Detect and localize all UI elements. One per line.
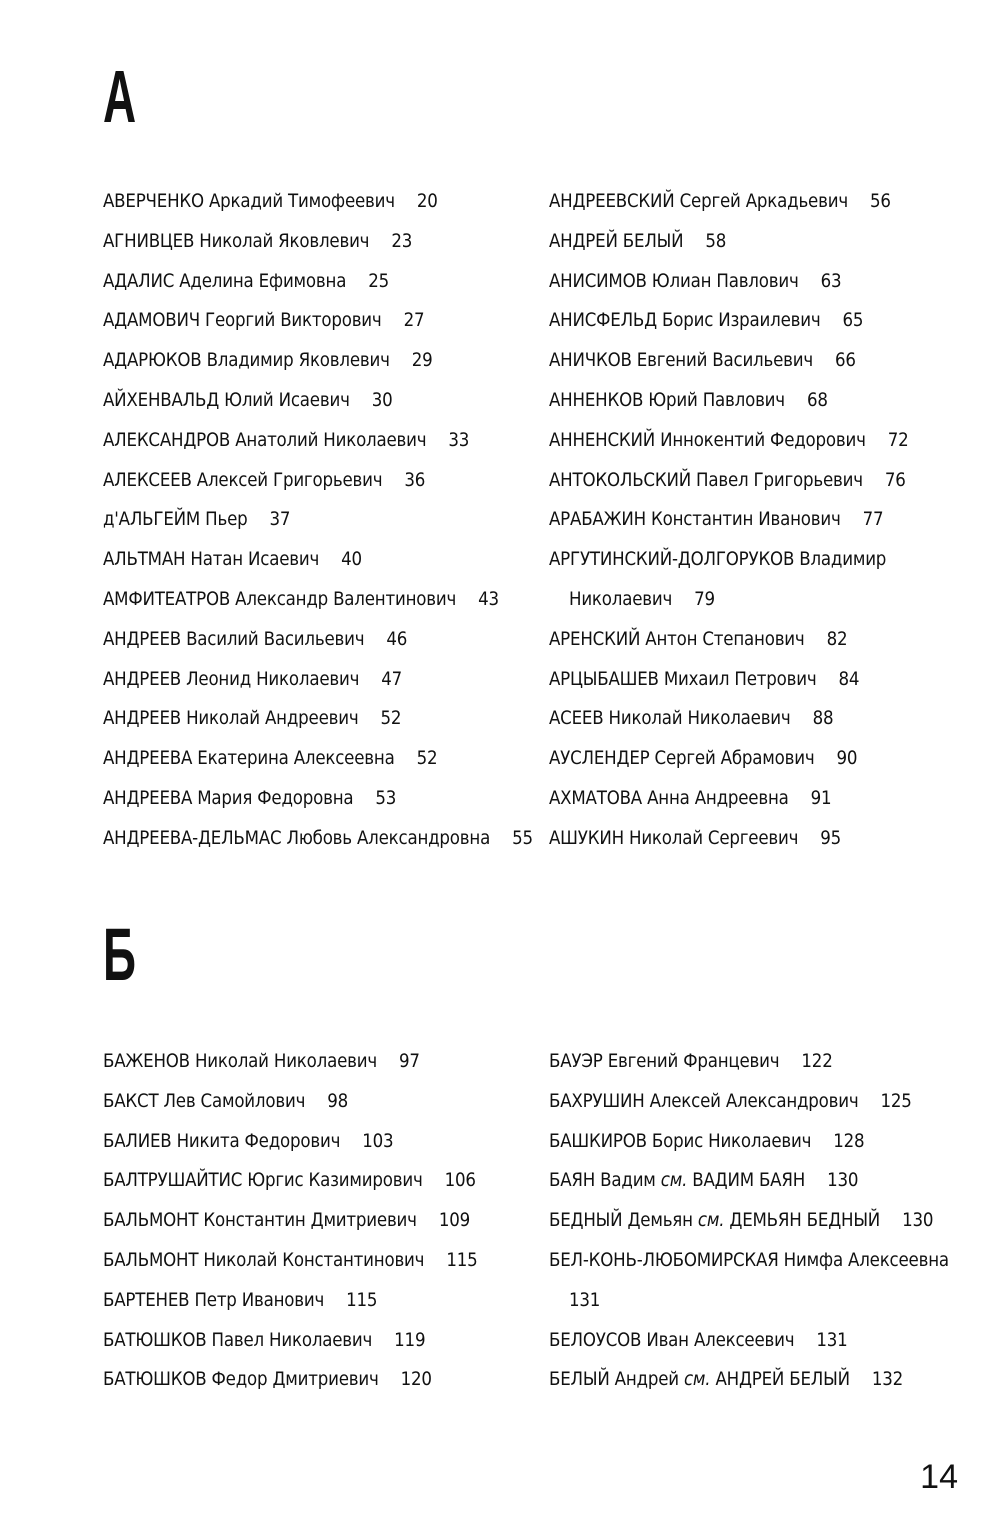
index-entry xyxy=(103,341,533,381)
index-entry xyxy=(549,381,979,421)
entry-page-number: 40 xyxy=(341,549,362,571)
entry-page-number: 47 xyxy=(381,668,403,690)
entry-page-number: 53 xyxy=(375,787,397,809)
entry-page-number: 109 xyxy=(438,1210,470,1232)
index-entry xyxy=(549,819,979,859)
entry-page-number: 88 xyxy=(812,708,834,730)
index-entry xyxy=(103,819,533,859)
entry-page-number: 97 xyxy=(398,1051,420,1072)
entry-page-number: 115 xyxy=(346,1289,378,1311)
entry-name: БАЛЬМОНТ Николай Константинович xyxy=(103,1249,425,1271)
entry-page-number: 106 xyxy=(444,1170,476,1192)
see-target: ДЕМЬЯН БЕДНЫЙ xyxy=(729,1210,881,1232)
entry-page-number: 30 xyxy=(371,389,393,411)
entry-name: БАЛЬМОНТ Константин Дмитриевич xyxy=(103,1210,417,1232)
index-entry xyxy=(549,699,979,739)
index-entry xyxy=(549,262,979,302)
index-entry xyxy=(103,660,533,700)
index-entry xyxy=(103,620,533,660)
entry-page-number: 130 xyxy=(902,1210,934,1232)
entry-page-number: 52 xyxy=(416,748,438,770)
entry-name: АШУКИН Николай Сергеевич xyxy=(549,827,799,849)
index-entry xyxy=(103,1161,533,1201)
entry-page-number: 20 xyxy=(416,191,438,212)
index-column-b-left xyxy=(103,1042,533,1400)
entry-page-number: 58 xyxy=(705,230,727,252)
entry-name: АНДРЕЕВА Екатерина Алексеевна xyxy=(103,748,395,770)
index-entry xyxy=(103,1082,533,1122)
entry-name: АСЕЕВ Николай Николаевич xyxy=(549,708,791,730)
entry-page-number: 84 xyxy=(838,668,860,690)
entry-name: БЕЛОУСОВ Иван Алексеевич xyxy=(549,1329,795,1351)
index-entry xyxy=(103,262,533,302)
index-entry xyxy=(549,779,979,819)
entry-name: АНДРЕЕВА Мария Федоровна xyxy=(103,787,354,809)
index-entry xyxy=(103,1360,533,1400)
index-entry xyxy=(103,301,533,341)
entry-name: д'АЛЬГЕЙМ Пьер xyxy=(103,509,248,531)
entry-page-number: 125 xyxy=(880,1090,912,1112)
entry-page-number: 63 xyxy=(820,270,842,292)
entry-page-number: 27 xyxy=(403,310,425,332)
index-entry xyxy=(103,1241,533,1281)
entry-name: АДАЛИС Аделина Ефимовна xyxy=(103,270,347,292)
entry-name: БАРТЕНЕВ Петр Иванович xyxy=(103,1289,325,1311)
index-entry xyxy=(103,1321,533,1361)
index-entry xyxy=(103,461,533,501)
entry-name: АЛЬТМАН Натан Исаевич xyxy=(103,549,320,571)
entry-name: АВЕРЧЕНКО Аркадий Тимофеевич xyxy=(103,191,395,212)
index-entry xyxy=(103,779,533,819)
entry-name: АНДРЕЕВ Леонид Николаевич xyxy=(103,668,360,690)
entry-name: АДАМОВИЧ Георгий Викторович xyxy=(103,310,382,332)
index-entry xyxy=(103,222,533,262)
entry-page-number: 82 xyxy=(826,628,848,650)
see-target: ВАДИМ БАЯН xyxy=(692,1170,806,1192)
entry-page-number: 72 xyxy=(887,429,909,451)
entry-page-number: 115 xyxy=(446,1249,478,1271)
index-entry xyxy=(103,699,533,739)
entry-name: АРГУТИНСКИЙ-ДОЛГОРУКОВ Владимир xyxy=(549,549,887,571)
index-entry xyxy=(549,461,979,501)
index-entry xyxy=(549,620,979,660)
see-reference: см. xyxy=(660,1170,688,1192)
index-entry xyxy=(549,540,979,580)
entry-page-number: 130 xyxy=(827,1170,859,1192)
index-entry xyxy=(549,182,979,222)
see-reference: см. xyxy=(697,1210,725,1232)
index-entry xyxy=(549,1360,979,1400)
section-letter-a: А xyxy=(103,55,137,138)
index-entry xyxy=(103,1201,533,1241)
entry-page-number: 77 xyxy=(862,509,884,531)
index-column-a-left xyxy=(103,182,533,859)
index-entry xyxy=(549,1161,979,1201)
entry-page-number: 128 xyxy=(833,1130,865,1152)
see-target: АНДРЕЙ БЕЛЫЙ xyxy=(715,1369,850,1391)
entry-name: АНИСФЕЛЬД Борис Израилевич xyxy=(549,310,821,332)
entry-name: БАШКИРОВ Борис Николаевич xyxy=(549,1130,812,1152)
entry-name: БАУЭР Евгений Францевич xyxy=(549,1051,780,1072)
entry-name: БАХРУШИН Алексей Александрович xyxy=(549,1090,859,1112)
entry-page-number: 23 xyxy=(391,230,413,252)
entry-name: АНТОКОЛЬСКИЙ Павел Григорьевич xyxy=(549,469,863,491)
entry-name: АНДРЕЕВСКИЙ Сергей Аркадьевич xyxy=(549,191,848,212)
entry-name: БЕЛЫЙ Андрей xyxy=(549,1369,679,1391)
index-entry xyxy=(549,739,979,779)
entry-page-number: 91 xyxy=(810,787,832,809)
entry-page-number: 119 xyxy=(394,1329,426,1351)
index-entry xyxy=(103,500,533,540)
entry-name: БАЯН Вадим xyxy=(549,1170,656,1192)
entry-name: БАТЮШКОВ Федор Дмитриевич xyxy=(103,1369,379,1391)
entry-page-number: 55 xyxy=(512,827,533,849)
entry-name: БАТЮШКОВ Павел Николаевич xyxy=(103,1329,373,1351)
index-entry xyxy=(103,580,533,620)
index-column-b-right xyxy=(549,1042,979,1400)
entry-name-continued: Николаевич xyxy=(569,588,673,610)
entry-page-number: 52 xyxy=(380,708,402,730)
index-entry-continuation xyxy=(549,1281,979,1321)
entry-page-number: 103 xyxy=(362,1130,394,1152)
entry-page-number: 25 xyxy=(368,270,389,292)
entry-name: АГНИВЦЕВ Николай Яковлевич xyxy=(103,230,370,252)
entry-page-number: 56 xyxy=(869,191,891,212)
entry-name: АННЕНСКИЙ Иннокентий Федорович xyxy=(549,429,866,451)
entry-name: БАЛТРУШАЙТИС Юргис Казимирович xyxy=(103,1170,423,1192)
entry-page-number: 98 xyxy=(327,1090,348,1112)
index-entry xyxy=(549,1201,979,1241)
entry-page-number: 90 xyxy=(836,748,858,770)
index-entry xyxy=(549,1321,979,1361)
entry-page-number: 76 xyxy=(884,469,906,491)
index-entry xyxy=(549,1082,979,1122)
entry-page-number: 120 xyxy=(400,1369,432,1391)
entry-name: АННЕНКОВ Юрий Павлович xyxy=(549,389,785,411)
entry-page-number: 131 xyxy=(816,1329,848,1351)
entry-name: АЛЕКСЕЕВ Алексей Григорьевич xyxy=(103,469,383,491)
entry-name: АНДРЕЙ БЕЛЫЙ xyxy=(549,230,684,252)
index-entry xyxy=(549,341,979,381)
entry-name: АРЕНСКИЙ Антон Степанович xyxy=(549,628,805,650)
entry-page-number: 37 xyxy=(269,509,291,531)
entry-name: АМФИТЕАТРОВ Александр Валентинович xyxy=(103,588,457,610)
entry-name: БАКСТ Лев Самойлович xyxy=(103,1090,306,1112)
index-entry xyxy=(103,182,533,222)
entry-page-number: 132 xyxy=(871,1369,904,1391)
index-entry xyxy=(549,660,979,700)
entry-name: БЕЛ-КОНЬ-ЛЮБОМИРСКАЯ Нимфа Алексеевна xyxy=(549,1249,949,1271)
entry-page-number: 68 xyxy=(806,389,828,411)
entry-page-number: 43 xyxy=(478,588,499,610)
entry-name: АРАБАЖИН Константин Иванович xyxy=(549,509,841,531)
entry-page-number: 79 xyxy=(694,588,715,610)
page-number: 14 xyxy=(920,1458,958,1496)
entry-name: БАЖЕНОВ Николай Николаевич xyxy=(103,1051,377,1072)
index-entry xyxy=(549,1122,979,1162)
entry-name: АЙХЕНВАЛЬД Юлий Исаевич xyxy=(103,389,350,411)
entry-name: АНДРЕЕВ Николай Андреевич xyxy=(103,708,359,730)
entry-name: АРЦЫБАШЕВ Михаил Петрович xyxy=(549,668,817,690)
index-entry xyxy=(549,222,979,262)
index-entry xyxy=(549,1042,979,1082)
entry-name: АНИЧКОВ Евгений Васильевич xyxy=(549,350,814,372)
index-entry xyxy=(549,421,979,461)
index-entry xyxy=(103,1042,533,1082)
index-entry-continuation xyxy=(549,580,979,620)
index-entry xyxy=(549,301,979,341)
index-entry xyxy=(103,1281,533,1321)
section-letter-b: Б xyxy=(103,913,136,996)
entry-name: АНДРЕЕВ Василий Васильевич xyxy=(103,628,365,650)
entry-name: АХМАТОВА Анна Андреевна xyxy=(549,787,789,809)
entry-name: БАЛИЕВ Никита Федорович xyxy=(103,1130,341,1152)
index-entry xyxy=(103,421,533,461)
entry-name: АНИСИМОВ Юлиан Павлович xyxy=(549,270,799,292)
index-entry xyxy=(103,1122,533,1162)
entry-name: АНДРЕЕВА-ДЕЛЬМАС Любовь Александровна xyxy=(103,827,491,849)
entry-page-number: 33 xyxy=(448,429,470,451)
entry-name: АДАРЮКОВ Владимир Яковлевич xyxy=(103,350,390,372)
entry-page-number: 65 xyxy=(842,310,864,332)
entry-name: АУСЛЕНДЕР Сергей Абрамович xyxy=(549,748,815,770)
entry-page-number: 95 xyxy=(820,827,842,849)
index-entry xyxy=(103,739,533,779)
entry-page-number: 131 xyxy=(569,1289,601,1311)
entry-page-number: 66 xyxy=(835,350,856,372)
index-column-a-right xyxy=(549,182,979,859)
entry-page-number: 122 xyxy=(801,1051,833,1072)
index-entry xyxy=(103,381,533,421)
see-reference: см. xyxy=(683,1369,711,1391)
entry-page-number: 36 xyxy=(404,469,426,491)
entry-page-number: 46 xyxy=(386,628,408,650)
index-entry xyxy=(103,540,533,580)
index-entry xyxy=(549,500,979,540)
entry-name: АЛЕКСАНДРОВ Анатолий Николаевич xyxy=(103,429,427,451)
entry-page-number: 29 xyxy=(411,350,433,372)
index-entry xyxy=(549,1241,979,1281)
entry-name: БЕДНЫЙ Демьян xyxy=(549,1210,693,1232)
